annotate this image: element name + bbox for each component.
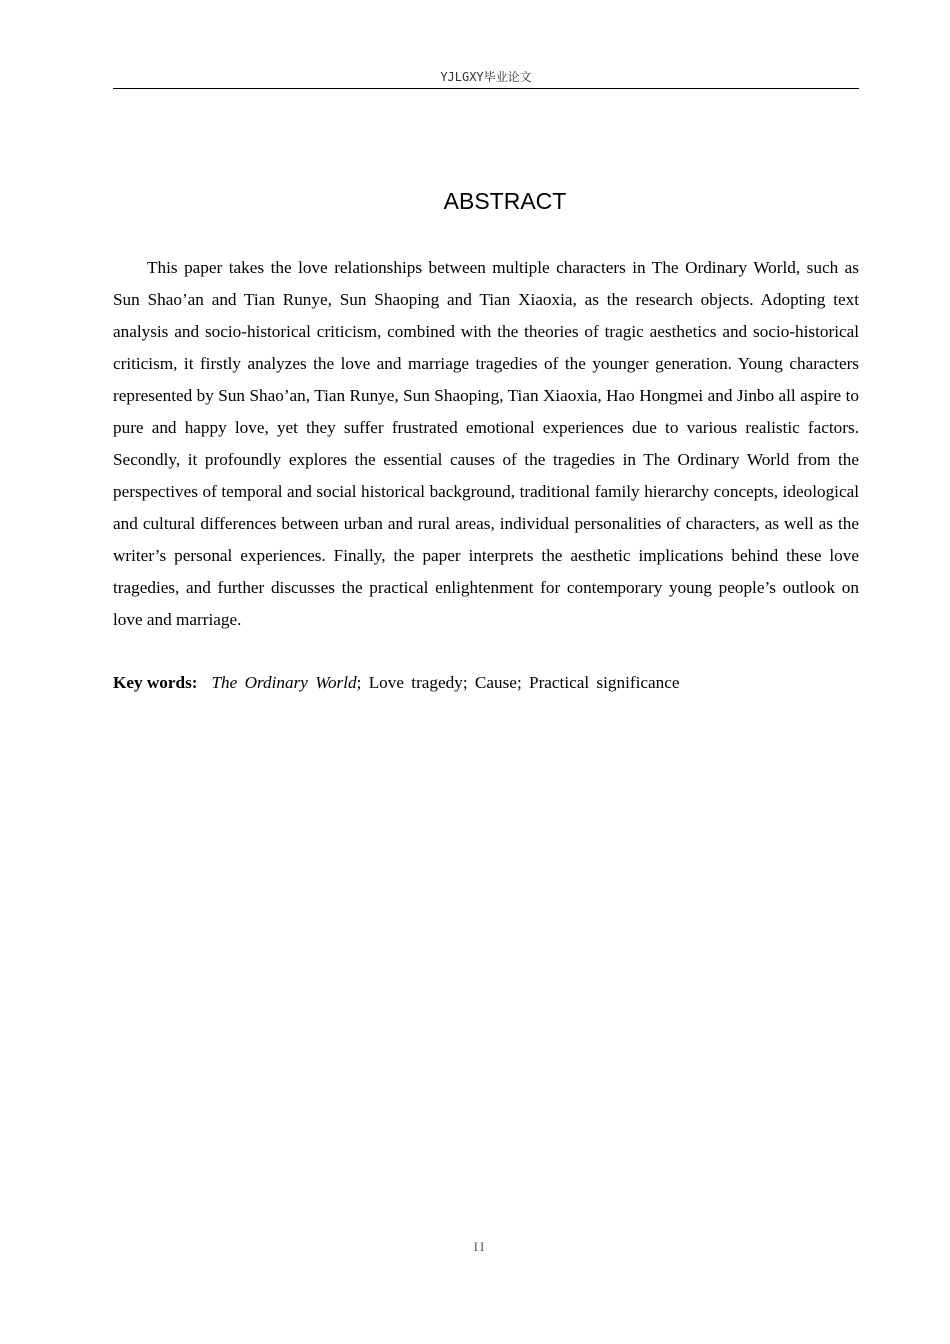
keyword-separator: ; xyxy=(356,673,362,692)
keyword-item: Practical significance xyxy=(529,673,680,692)
abstract-title: ABSTRACT xyxy=(443,188,567,214)
keywords-label: Key words: xyxy=(113,673,198,692)
keyword-item: Love tragedy xyxy=(368,673,463,692)
keyword-item: The Ordinary World xyxy=(211,673,357,692)
page-number: II xyxy=(473,1239,487,1254)
running-header-title: YJLGXY毕业论文 xyxy=(440,70,532,84)
keyword-separator: ; xyxy=(516,673,522,692)
keyword-separator: ; xyxy=(462,673,468,692)
abstract-body: This paper takes the love relationships between multiple characters in The Ordinary World, such as Sun Shao’an and Tian Runye, Sun Shaoping and Tian Xiaoxia, as the research objects. Adopting text analysis and socio-historical criticism, combined with the theories of tragic aesthetics and socio-historical criticism, it firstly analyzes the love and marriage tragedies of the younger generation. Young characters represented by Sun Shao’an, Tian Runye, Sun Shaoping, Tian Xiaoxia, Hao Hongmei and Jinbo all aspire to pure and happy love, yet they suffer frustrated emotional experiences due to various realistic factors. Secondly, it profoundly explores the essential causes of the tragedies in The Ordinary World from the perspectives of temporal and social historical background, traditional family hierarchy concepts, ideological and cultural differences between urban and rural areas, individual personalities of characters, as well as the writer’s personal experiences. Finally, the paper interprets the aesthetic implications behind these love tragedies, and further discusses the practical enlightenment for contemporary young people’s outlook on love and marriage. xyxy=(113,258,859,629)
keywords-line xyxy=(113,667,859,699)
keyword-item: Cause xyxy=(474,673,517,692)
running-header xyxy=(113,68,859,89)
